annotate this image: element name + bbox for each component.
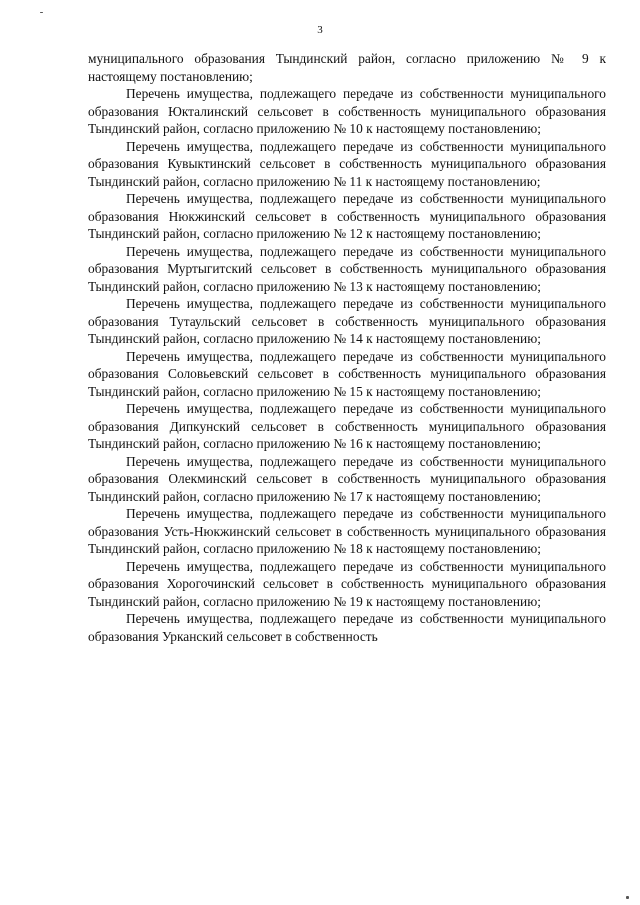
paragraph-property-list: Перечень имущества, подлежащего передаче из собственности муниципального образования Муртыгитский сельсовет в собственность муниципального образования Тындинский район, согласно приложению № 13 к настоящему постановлению;: [88, 243, 606, 294]
paragraph-property-list: Перечень имущества, подлежащего передаче из собственности муниципального образования Олекминский сельсовет в собственность муниципального образования Тындинский район, согласно приложению № 17 к настоящему постановлению;: [88, 453, 606, 504]
paragraph-property-list: Перечень имущества, подлежащего передаче из собственности муниципального образования Урканский сельсовет в собственность: [88, 611, 606, 644]
paragraph-property-list: Перечень имущества, подлежащего передаче из собственности муниципального образования Дипкунский сельсовет в собственность муниципального образования Тындинский район, согласно приложению № 16 к настоящему постановлению;: [88, 401, 606, 451]
paragraph-property-list: Перечень имущества, подлежащего передаче из собственности муниципального образования Соловьевский сельсовет в собственность муниципального образования Тындинский район, согласно приложению № 15 к настоящему постановлению;: [88, 348, 606, 399]
paragraph-property-list: Перечень имущества, подлежащего передаче из собственности муниципального образования Нюкжинский сельсовет в собственность муниципального образования Тындинский район, согласно приложению № 12 к настоящему постановлению;: [88, 191, 606, 241]
paragraph-continuation: муниципального образования Тындинский район, согласно приложению № 9 к настоящему постановлению;: [88, 51, 606, 84]
paragraph-property-list: Перечень имущества, подлежащего передаче из собственности муниципального образования Усть-Нюкжинский сельсовет в собственность муниципального образования Тындинский район, согласно приложению № 18 к настоящему постановлению;: [88, 506, 606, 556]
paragraph-property-list: Перечень имущества, подлежащего передаче из собственности муниципального образования Тутаульский сельсовет в собственность муниципального образования Тындинский район, согласно приложению № 14 к настоящему постановлению;: [88, 296, 606, 346]
scan-speck: [40, 12, 43, 13]
paragraph-property-list: Перечень имущества, подлежащего передаче из собственности муниципального образования Хорогочинский сельсовет в собственность муниципального образования Тындинский район, согласно приложению № 19 к настоящему постановлению;: [88, 558, 606, 609]
document-body: [88, 50, 606, 645]
page-number: 3: [317, 24, 323, 36]
scan-speck: [626, 896, 629, 899]
paragraph-property-list: Перечень имущества, подлежащего передаче из собственности муниципального образования Кувыктинский сельсовет в собственность муниципального образования Тындинский район, согласно приложению № 11 к настоящему постановлению;: [88, 138, 606, 189]
paragraph-property-list: Перечень имущества, подлежащего передаче из собственности муниципального образования Юкталинский сельсовет в собственность муниципального образования Тындинский район, согласно приложению № 10 к настоящему постановлению;: [88, 86, 606, 136]
